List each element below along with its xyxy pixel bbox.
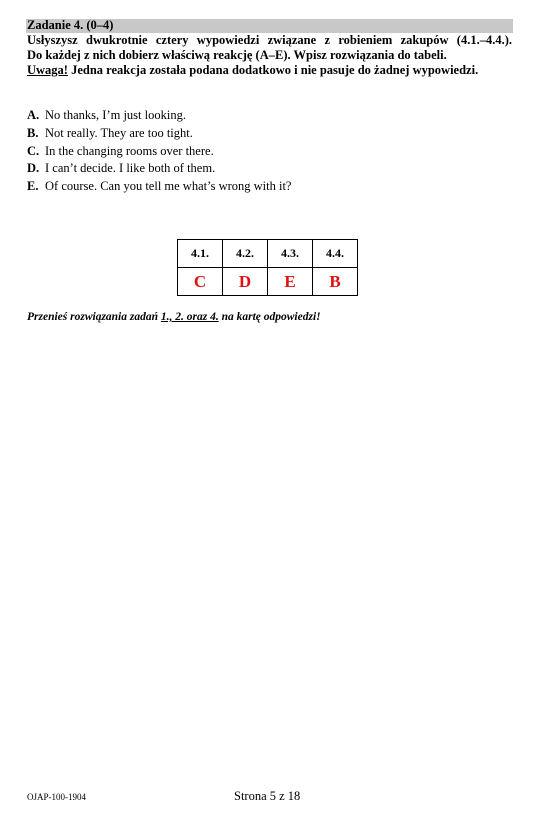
answer-header-4-1: 4.1. xyxy=(178,240,223,268)
answer-table xyxy=(177,239,358,296)
answer-cell-4-3[interactable]: E xyxy=(268,268,313,296)
option-letter: D. xyxy=(27,161,40,176)
task-title: Zadanie 4. (0–4) xyxy=(27,18,114,32)
option-a xyxy=(27,107,291,125)
instruction-line-1: Usłyszysz dwukrotnie cztery wypowiedzi związane z robieniem zakupów (4.1.–4.4.). xyxy=(27,33,512,47)
option-c xyxy=(27,143,291,161)
answer-header-4-2: 4.2. xyxy=(223,240,268,268)
option-letter: C. xyxy=(27,143,40,158)
option-e xyxy=(27,178,291,196)
uwaga-label: Uwaga! xyxy=(27,63,68,77)
option-text: Not really. They are too tight. xyxy=(45,125,193,140)
options-list xyxy=(27,107,291,196)
option-letter: A. xyxy=(27,108,40,122)
transfer-note-prefix: Przenieś rozwiązania zadań xyxy=(27,311,161,323)
instruction-line-2: Do każdej z nich dobierz właściwą reakcję (A–E). Wpisz rozwiązania do tabeli. xyxy=(27,48,447,62)
transfer-note xyxy=(27,311,321,323)
option-letter: E. xyxy=(27,179,39,194)
option-d xyxy=(27,160,291,178)
option-text: No thanks, I’m just looking. xyxy=(45,108,186,122)
instruction-line-3 xyxy=(27,63,512,78)
answer-header-4-4: 4.4. xyxy=(313,240,358,268)
instruction-line-3-text: Jedna reakcja została podana dodatkowo i nie pasuje do żadnej wypowiedzi. xyxy=(67,63,479,77)
option-letter: B. xyxy=(27,125,39,140)
answer-cell-4-2[interactable]: D xyxy=(223,268,268,296)
option-b xyxy=(27,125,291,143)
option-text: In the changing rooms over there. xyxy=(45,143,214,158)
answer-header-4-3: 4.3. xyxy=(268,240,313,268)
answer-cell-4-4[interactable]: B xyxy=(313,268,358,296)
footer-page-number: Strona 5 z 18 xyxy=(234,789,301,803)
transfer-note-tasks: 1., 2. oraz 4. xyxy=(160,311,219,323)
answer-table-answer-row xyxy=(178,268,358,296)
answer-table-header-row xyxy=(178,240,358,268)
answer-cell-4-1[interactable]: C xyxy=(178,268,223,296)
option-text: Of course. Can you tell me what’s wrong with it? xyxy=(45,179,292,194)
footer-exam-code: OJAP-100-1904 xyxy=(27,792,87,802)
option-text: I can’t decide. I like both of them. xyxy=(45,161,216,176)
transfer-note-suffix: na kartę odpowiedzi! xyxy=(218,311,321,323)
